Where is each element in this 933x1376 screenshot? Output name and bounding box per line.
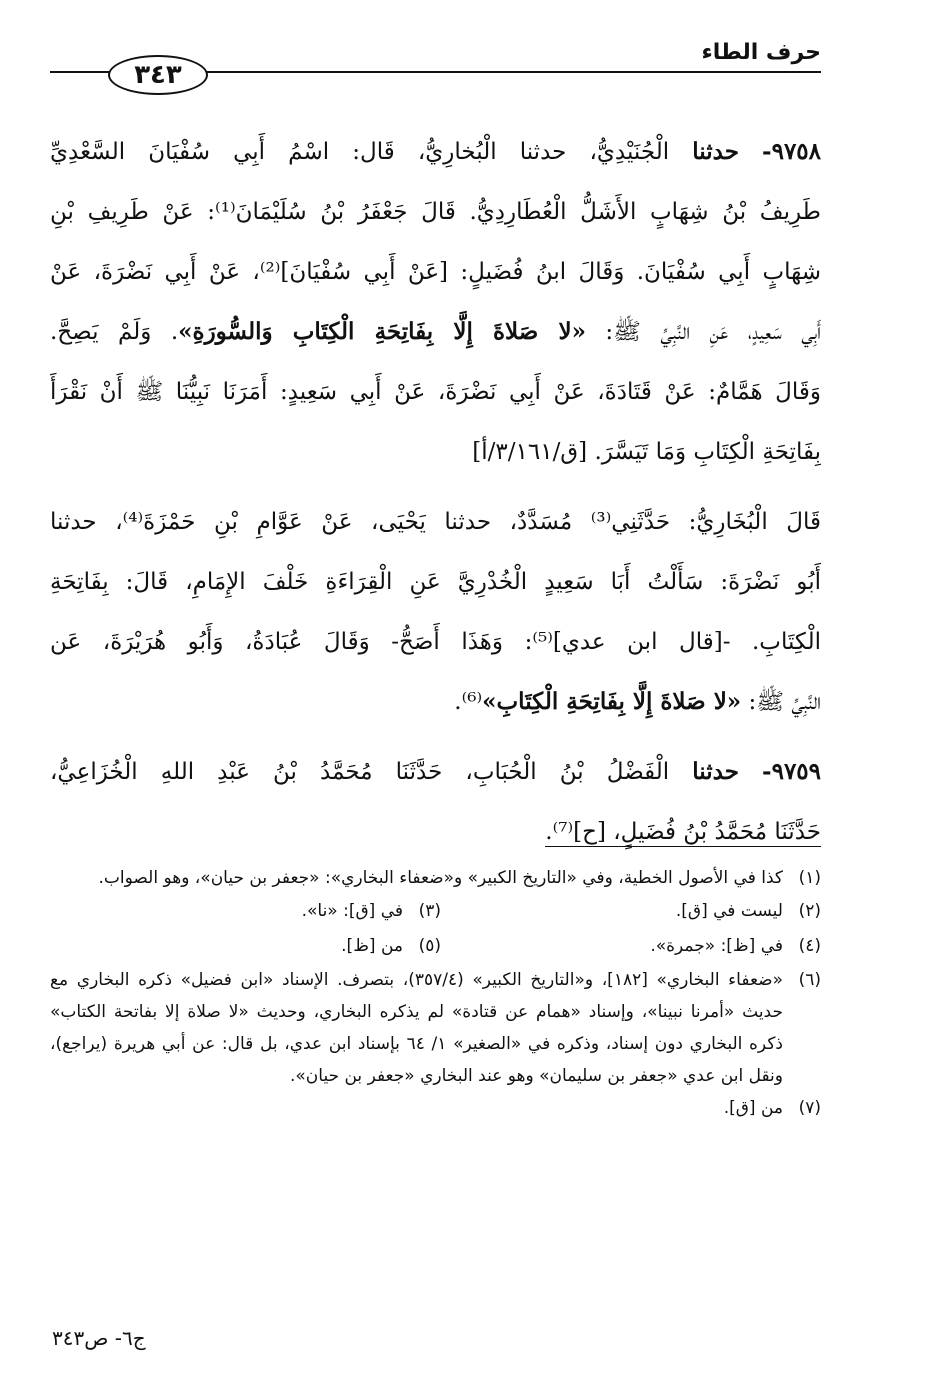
footnote-text: ليست في [ق]. bbox=[675, 901, 783, 921]
footnote-number: (٢) bbox=[798, 901, 821, 921]
footnote-number: (٦) bbox=[798, 970, 821, 990]
text-line: الْكِتَابِ. -[قال ابن عدي]⁽⁵⁾: وَهَذَا أَصَحُّ- وَقَالَ عُبَادَةُ، وَأَبُو هُرَيْرَةَ، عَن bbox=[50, 629, 821, 655]
text-segment: الْفَضْلُ بْنُ الْحُبَابِ، حَدَّثَنَا مُحَمَّدُ بْنُ عَبْدِ اللهِ الْخُزَاعِيُّ، bbox=[50, 759, 670, 785]
entry-number: ٩٧٥٩- bbox=[762, 758, 821, 785]
text-line bbox=[50, 742, 821, 802]
text-segment: . وَلَمْ يَصِحَّ. bbox=[50, 319, 179, 345]
text-line: حَدَّثَنَا مُحَمَّدُ بْنُ فُضَيلٍ، [ح]⁽⁷⁾. bbox=[545, 819, 821, 845]
footnote-row bbox=[50, 894, 821, 929]
text-line: وَقَالَ هَمَّامٌ: عَنْ قَتَادَةَ، عَنْ أَبِي نَضْرَةَ، عَنْ أَبِي سَعِيدٍ: أَمَرَنَا نَبِيُّنَا ﷺ أَنْ نَقْرَأَ bbox=[50, 379, 821, 405]
hadith-quote: «لا صَلاةَ إِلَّا بِفَاتِحَةِ الْكِتَابِ» bbox=[482, 688, 742, 715]
footnote bbox=[441, 929, 821, 964]
page-reference: ج٦- ص٣٤٣ bbox=[52, 1326, 146, 1350]
footnote-number: (٣) bbox=[418, 901, 441, 921]
footnote-number: (٤) bbox=[798, 936, 821, 956]
text-line: طَرِيفُ بْنُ شِهَابٍ الأَشَلُّ الْعُطَارِدِيُّ. قَالَ جَعْفَرُ بْنُ سُلَيْمَانَ⁽¹⁾: عَنْ طَرِيفِ بْنِ bbox=[50, 199, 821, 225]
text-line bbox=[50, 672, 821, 732]
text-line: شِهَابٍ أَبِي سُفْيَانَ. وَقَالَ ابنُ فُضَيلٍ: [عَنْ أَبِي سُفْيَانَ]⁽²⁾، عَنْ أَبِي نَضْرَةَ، عَنْ bbox=[50, 259, 821, 285]
page-number: ٣٤٣ bbox=[108, 55, 208, 95]
entry-number: ٩٧٥٨- bbox=[762, 138, 821, 165]
text-segment: النَّبِيِّ ﷺ: bbox=[748, 689, 821, 715]
entry-lead: حدثنا bbox=[692, 758, 739, 785]
footnote bbox=[441, 894, 821, 929]
footnote-number: (١) bbox=[798, 868, 821, 888]
chapter-title: حرف الطاء bbox=[701, 40, 821, 65]
text-segment: الْجُنَيْدِيُّ، حدثنا الْبُخارِيُّ، قَال: اسْمُ أَبِي سُفْيَانَ السَّعْدِيِّ bbox=[50, 139, 670, 165]
footnotes bbox=[50, 862, 821, 1124]
text-segment: ⁽⁶⁾. bbox=[454, 689, 483, 715]
footnote-number: (٥) bbox=[418, 936, 441, 956]
footnote-number: (٧) bbox=[798, 1098, 821, 1118]
footnote bbox=[281, 929, 441, 964]
footnote-row bbox=[50, 929, 821, 964]
text-line bbox=[50, 122, 821, 182]
text-segment: أَبِي سَعِيدٍ، عَنِ النَّبِيِّ ﷺ: bbox=[605, 319, 821, 345]
footnote bbox=[50, 862, 821, 894]
footnote-rule bbox=[545, 846, 821, 847]
footnote-text: من [ظ]. bbox=[341, 936, 403, 956]
footnote bbox=[281, 894, 441, 929]
text-line bbox=[50, 302, 821, 362]
footnote-text: من [ق]. bbox=[723, 1098, 783, 1118]
footnote bbox=[50, 964, 821, 1092]
footnote bbox=[50, 1092, 821, 1124]
hadith-quote: «لا صَلاةَ إِلَّا بِفَاتِحَةِ الْكِتَابِ وَالسُّورَةِ» bbox=[178, 318, 586, 345]
text-line: أَبُو نَضْرَةَ: سَأَلْتُ أَبَا سَعِيدٍ الْخُدْرِيَّ عَنِ الْقِرَاءَةِ خَلْفَ الإِمَامِ، قَالَ: بِفَاتِحَةِ bbox=[50, 569, 821, 595]
text-line: بِفَاتِحَةِ الْكِتَابِ وَمَا تَيَسَّرَ. [ق/٣/١٦١/أ] bbox=[472, 439, 821, 465]
text-line: قَالَ الْبُخَارِيُّ: حَدَّثَنِي⁽³⁾ مُسَدَّدٌ، حدثنا يَحْيَى، عَنْ عَوَّامِ بْنِ حَمْزَةَ⁽⁴⁾، حدثنا bbox=[50, 509, 821, 535]
footnote-text: في [ق]: «نا». bbox=[301, 901, 403, 921]
footnote-text: في [ظ]: «جمرة». bbox=[650, 936, 783, 956]
footnote-text: «ضعفاء البخاري» [١٨٢]، و«التاريخ الكبير» (٣٥٧/٤)، بتصرف. الإسناد «ابن فضيل» ذكره البخاري مع حديث «أمرنا نبينا»، وإسناد «همام عن قتادة» لم يذكره البخاري، وحديث «لا صلاة إلا بفاتحة الكتاب» ذكره البخاري دون إسناد، وذكره في «الصغير» ١/ ٦٤ بإسناد ابن عدي، بل قال: عن أبي هريرة (يراجع)، ونقل ابن عدي «جعفر بن سليمان» وهو عند البخاري «جعفر بن حيان». bbox=[50, 970, 783, 1086]
footnote-text: كذا في الأصول الخطية، وفي «التاريخ الكبير» و«ضعفاء البخاري»: «جعفر بن حيان»، وهو الصواب. bbox=[98, 868, 783, 888]
entry-lead: حدثنا bbox=[692, 138, 739, 165]
main-text bbox=[50, 122, 821, 845]
